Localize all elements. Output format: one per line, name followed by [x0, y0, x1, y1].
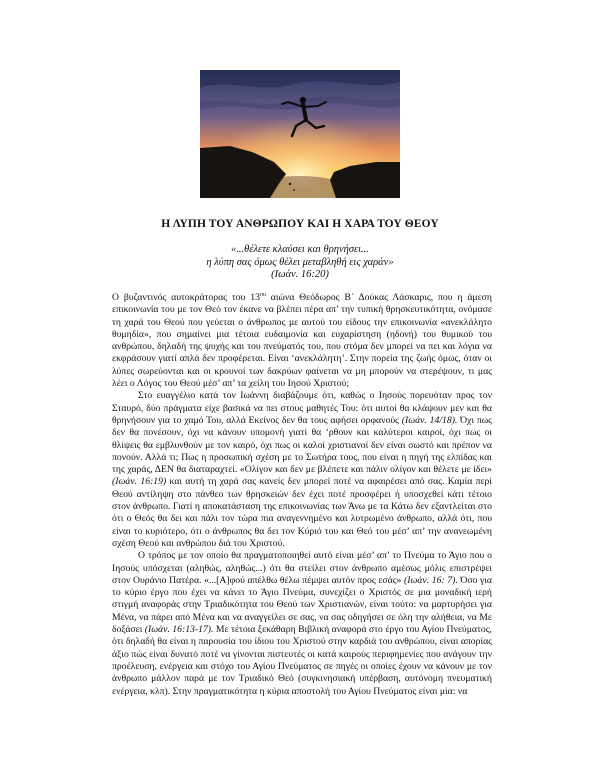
citation: (Ιωάν. 14/18).	[401, 414, 458, 426]
text-run: Με τέτοια ξεκάθαρη Βιβλική αναφορά στο έργο του Αγίου Πνεύματος, ότι δηλαδή θα είναι η παρουσία του ίδιου του Χριστού στην καρδιά του ανθρώπου, είναι απορίας άξιο πώς είναι δυνατό ποτέ να γίνονται πιστευτές οι κατά καιρούς περιφημενίες που ανάγουν την προέλευση, ενέργεια και στόχο του Αγίου Πνεύματος σε πηγές οι οποίες έχουν να κάνουν με τον άνθρωπο μάλλον παρά με τον Τριαδικό Θεό (συγκινησιακή υπέρβαση, αυτόνομη πνευματική ενέργεια, κλπ). Στην πραγματικότητα η κύρια αποστολή του Αγίου Πνεύματος είναι μία: να	[112, 624, 492, 697]
citation: (Ιωάν. 16:13-17).	[144, 624, 214, 636]
text-run: Όσο για το κύριο έργο που έχει να κάνει το Άγιο Πνεύμα, συνεχίζει ο Χριστός σε μια μοναδική ιερή στιγμή αναφοράς στην Τριαδικότητα του Θεού των Χριστιανών, είναι τούτο: να μαρτυρήσει για Μένα, να πάρει από Μένα και να αναγγείλει σε σας, να σας οδηγήσει σε όλη την αλήθεια, να Με δοξάσει	[112, 574, 492, 636]
epigraph-reference: (Ιωάν. 16:20)	[271, 269, 329, 280]
paragraph	[112, 292, 492, 390]
epigraph-line: «...θέλετε κλαύσει και θρηνήσει...	[231, 244, 369, 255]
citation: (Ιωάν. 16:19)	[112, 476, 167, 488]
text-run: Όχι πως δεν θα πονέσουν, όχι να κάνουν υπομονή γιατί θα ‘ρθουν και καλύτεροι καιροί, όχι πως οι θλίψεις θα εμβλυνθούν με τον καιρό, όχι πως οι καλοί χριστιανοί δεν είναι σωστό και πρέπον να πονούν. Αλλά τι; Πως η προσωπική σχέση με το Σωτήρα τους, που είναι η πηγή της ελπίδας και της χαράς, ΔΕΝ θα διαταραχτεί. «Ολίγον και δεν με βλέπετε και πάλιν ολίγον και θέλετε με ίδει»	[112, 414, 492, 476]
body-text	[112, 292, 492, 698]
epigraph	[0, 244, 600, 282]
epigraph-line: η λύπη σας όμως θέλει μεταβληθή εις χαράν»	[206, 256, 394, 268]
header-image	[200, 70, 400, 198]
paragraph	[112, 550, 492, 698]
text-run: Ο τρόπος με τον οποίο θα πραγματοποιηθεί αυτό είναι μέσ’ απ’ το Πνεύμα το Άγιο που ο Ιησούς υπόσχεται (αληθώς, αληθώς...) ότι θα στείλει στον άνθρωπο αμέσως μόλις επιστρέψει στον Ουράνιο Πατέρα. «...[Α]φού απέλθω θέλω πέμψει αυτόν προς εσάς»	[112, 550, 492, 586]
superscript: ου	[259, 291, 266, 298]
text-run: αιώνα Θεόδωρος Β΄ Δούκας Λάσκαρις, που η άμεση επικοινωνία του με τον Θεό τον έκανε να βλέπει πέρα απ’ την τυπική θρησκευτικότητα, ονόμασε τη χαρά του Θεού που γεύεται ο άνθρωπος με αυτού του είδους την επικοινωνία «ανεκλάλητο θυμηδία», που σημαίνει μια τέτοια ευδαιμονία και ευχαρίστηση (ηδονή) του θυμικού του ανθρώπου, δηλαδή της ψυχής και του πνεύματός του, που στόμα δεν μπορεί να πει και λόγια να εκφράσουν γιατί απλά δεν προφέρεται. Είναι ‘ανεκλάλητη’. Στην πορεία της ζωής όμως, όταν οι λύπες σωρεύονται και οι κρουνοί των δακρύων φαίνεται να μη μπορούν να στερέψουν, τι μας λέει ο Λόγος του Θεού μέσ’ απ’ τα χείλη του Ιησού Χριστού;	[112, 292, 492, 390]
text-run: και αυτή τη χαρά σας κανείς δεν μπορεί ποτέ να αφαιρέσει από σας. Καμία περί Θεού αντίληψη στο πάνθεο των θρησκειών δεν έχει ποτέ προσφέρει ή υποσχεθεί κάτι τέτοιο στον άνθρωπο. Γιατί η αποκατάσταση της επικοινωνίας των Άνω με τα Κάτω δεν εξαντλείται στο ότι ο Θεός θα δει και πάλι τον τώρα πια αναγεννημένο και λυτρωμένο άνθρωπο, αλλά ότι, που είναι το κυριότερο, ότι ο άνθρωπος θα δει τον Κύριό του και Θεό του μέσ’ απ’ την ανανεωμένη σχέση Θεού και ανθρώπου διά του Χριστού.	[112, 476, 492, 549]
text-run: Στο ευαγγέλιο κατά τον Ιωάννη διαβάζουμε ότι, καθώς ο Ιησούς πορευόταν προς τον Σταυρό, δύο πράγματα είχε βασικά να πει στους μαθητές Του: ότι αυτοί θα κλάψουν μεν και θα θρηνήσουν για το χαμό Του, αλλά Εκείνος δεν θα τους αφήσει ορφανούς	[112, 390, 492, 426]
paragraph	[112, 390, 492, 550]
citation: (Ιωάν. 16: 7).	[404, 574, 458, 586]
leap-illustration	[200, 70, 400, 198]
document-title: Η ΛΥΠΗ ΤΟΥ ΑΝΘΡΩΠΟΥ ΚΑΙ Η ΧΑΡΑ ΤΟΥ ΘΕΟΥ	[161, 218, 439, 230]
text-run: Ο βυζαντινός αυτοκράτορας του 13	[112, 292, 260, 303]
